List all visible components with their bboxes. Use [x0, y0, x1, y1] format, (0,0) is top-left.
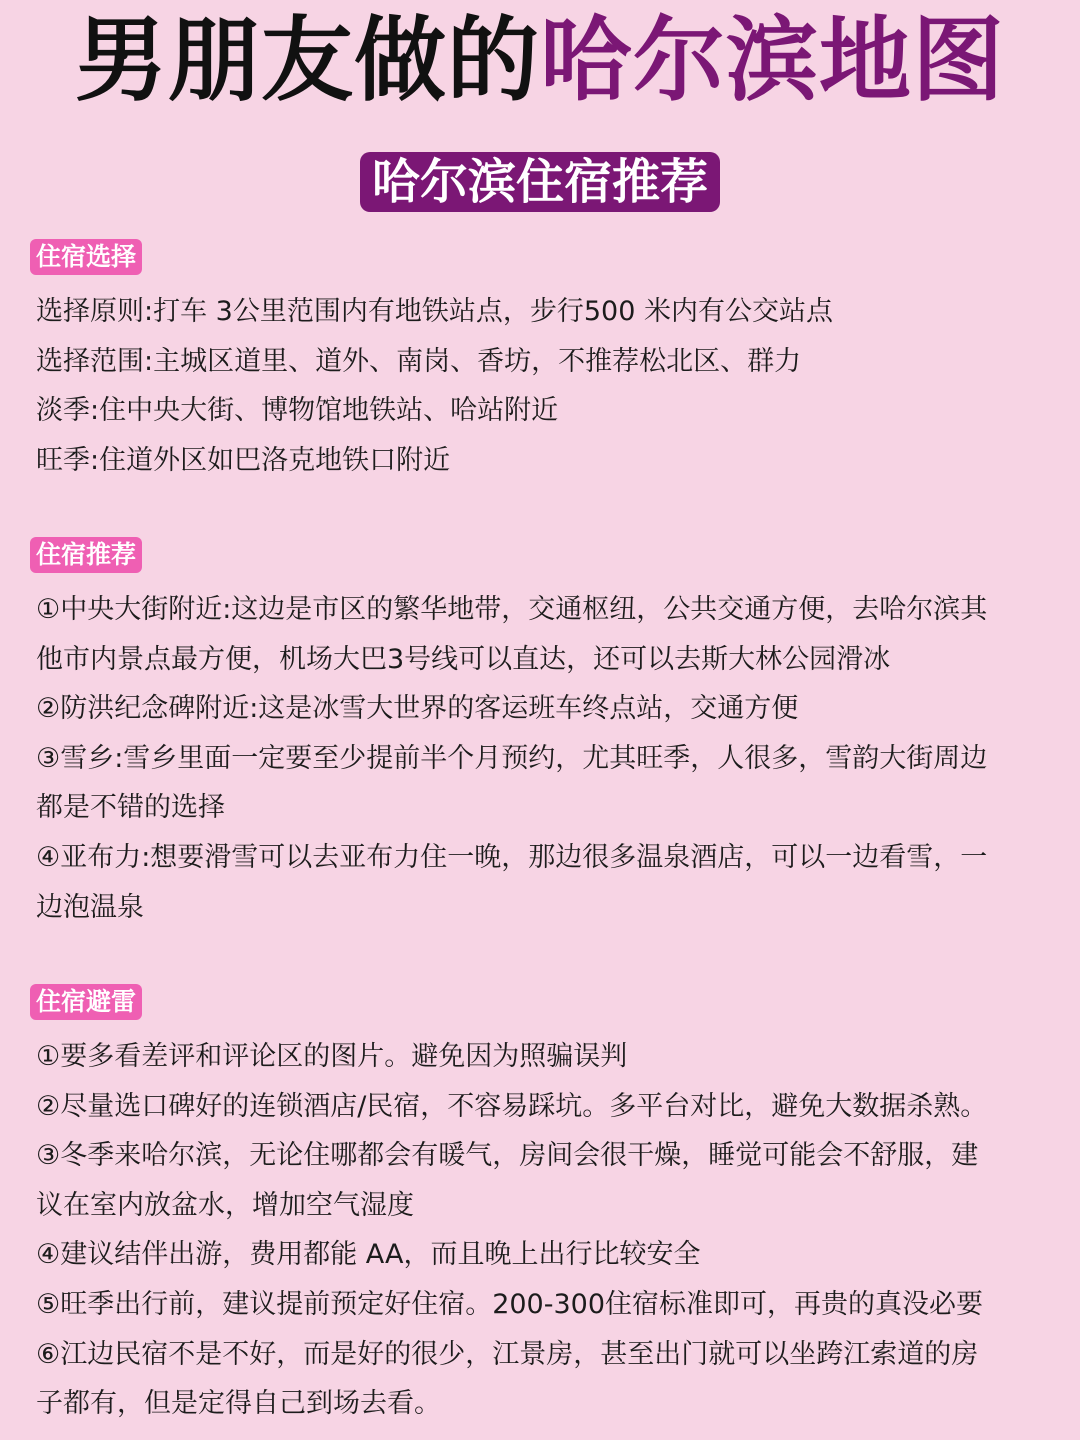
text-line: 子都有，但是定得自己到场去看。	[36, 1388, 441, 1420]
text-line: ②尽量选口碑好的连锁酒店/民宿，不容易踩坑。多平台对比，避免大数据杀熟。	[36, 1090, 988, 1122]
section-lines	[36, 287, 1046, 485]
text-line: 他市内景点最方便，机场大巴3号线可以直达，还可以去斯大林公园滑冰	[36, 643, 891, 675]
section-tag: 住宿选择	[30, 239, 142, 275]
text-line: ⑥江边民宿不是不好，而是好的很少，江景房，甚至出门就可以坐跨江索道的房	[36, 1338, 979, 1370]
page-title	[0, 6, 1080, 116]
banner-row	[0, 152, 1080, 212]
section-tag: 住宿避雷	[30, 984, 142, 1020]
title-part-1: 男朋友做的	[74, 7, 540, 114]
text-line: ⑤旺季出行前，建议提前预定好住宿。200-300住宿标准即可，再贵的真没必要	[36, 1288, 984, 1320]
section-tag: 住宿推荐	[30, 537, 142, 573]
text-line: ②防洪纪念碑附近:这是冰雪大世界的客运班车终点站，交通方便	[36, 693, 799, 725]
text-line: 都是不错的选择	[36, 792, 225, 824]
section-lines	[36, 1032, 1046, 1429]
text-line: 议在室内放盆水，增加空气湿度	[36, 1189, 414, 1221]
text-line: ①中央大街附近:这边是市区的繁华地带，交通枢纽，公共交通方便，去哈尔滨其	[36, 594, 988, 625]
text-line: 淡季:住中央大街、博物馆地铁站、哈站附近	[36, 395, 559, 427]
text-line: ①要多看差评和评论区的图片。避免因为照骗误判	[36, 1041, 628, 1072]
text-line: ③雪乡:雪乡里面一定要至少提前半个月预约，尤其旺季，人很多，雪韵大街周边	[36, 742, 988, 774]
text-line: 选择原则:打车 3公里范围内有地铁站点，步行500 米内有公交站点	[36, 296, 833, 327]
text-line: 选择范围:主城区道里、道外、南岗、香坊，不推荐松北区、群力	[36, 345, 802, 377]
text-line: 边泡温泉	[36, 891, 144, 923]
section-lines	[36, 585, 1046, 932]
text-line: ④亚布力:想要滑雪可以去亚布力住一晚，那边很多温泉酒店，可以一边看雪，一	[36, 841, 988, 873]
title-part-2: 哈尔滨地图	[540, 7, 1006, 114]
subtitle-banner: 哈尔滨住宿推荐	[360, 152, 720, 212]
text-line: ④建议结伴出游，费用都能 AA，而且晚上出行比较安全	[36, 1239, 701, 1271]
text-line: 旺季:住道外区如巴洛克地铁口附近	[36, 444, 451, 476]
text-line: ③冬季来哈尔滨，无论住哪都会有暖气，房间会很干燥，睡觉可能会不舒服，建	[36, 1140, 979, 1172]
